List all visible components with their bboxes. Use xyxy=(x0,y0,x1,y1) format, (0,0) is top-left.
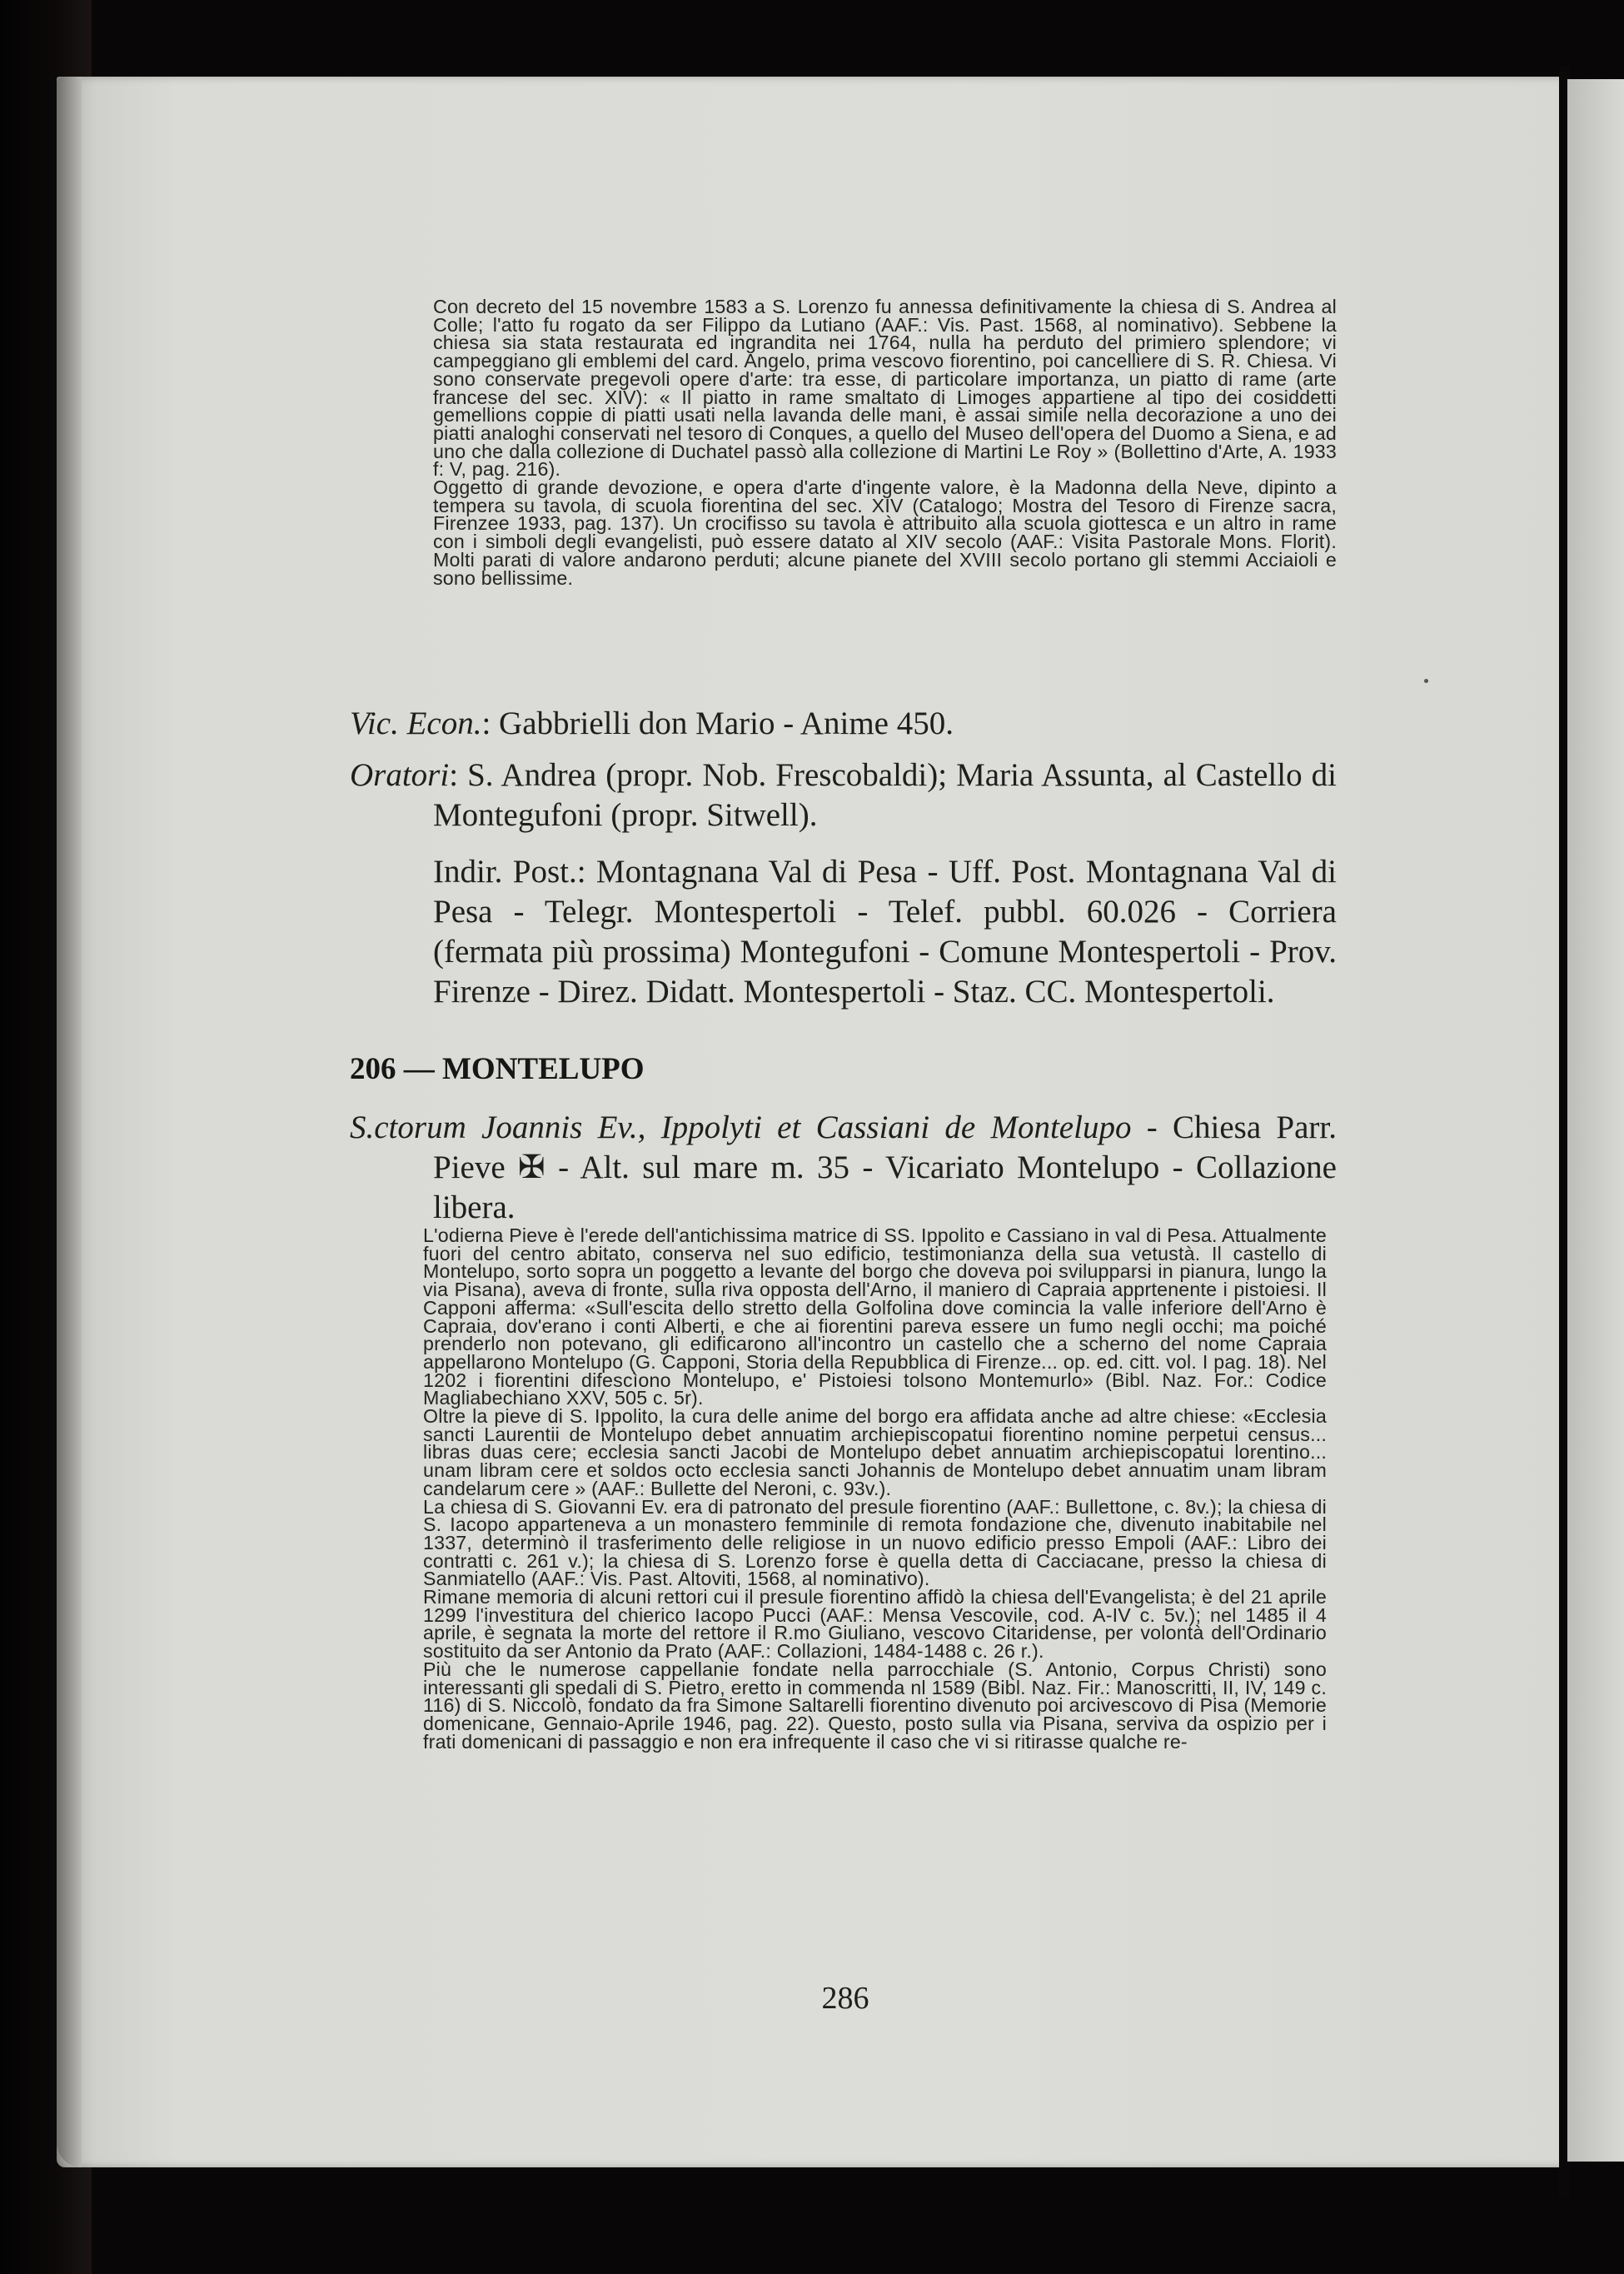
note-paragraph: Rimane memoria di alcuni rettori cui il presule fiorentino affidò la chiesa dell'Evangelista; è del 21 aprile 1299 l'investitura del chierico Iacopo Pucci (AAF.: Mensa Vescovile, cod. A-IV c. 5v.); nel 1485 il 4 aprile, è segnata la morte del rettore il R.mo Giuliano, vescovo Citaridense, per volontà dell'Ordinario sostituito da ser Antonio da Prato (AAF.: Collazioni, 1484-1488 c. 26 r.). xyxy=(423,1586,1327,1663)
note-paragraph: Con decreto del 15 novembre 1583 a S. Lorenzo fu annessa definitivamente la chiesa di S. Andrea al Colle; l'atto fu rogato da ser Filippo da Lutiano (AAF.: Vis. Past. 1568, al nominativo). Sebbene la chiesa sia stata restaurata ed ingrandita nei 1764, nulla ha perduto del primiero splendore; vi campeggiano gli emblemi del card. Angelo, prima vescovo fiorentino, poi cancelliere di S. R. Chiesa. Vi sono conservate pregevoli opere d'arte: tra esse, di particolare importanza, un piatto di rame (arte francese del sec. XIV): « Il piatto in rame smaltato di Limoges appartiene al tipo dei cosiddetti gemellions coppie di piatti usati nella lavanda delle mani, è assai simile nella decorazione a uno dei piatti analoghi conservati nel tesoro di Conques, a quello del Museo dell'opera del Duomo a Siena, e ad uno che dalla collezione di Duchatel passò alla collezione di Martini Le Roy » (Bollettino d'Arte, A. 1933 f: V, pag. 216). xyxy=(433,296,1337,481)
note-paragraph: Più che le numerose cappellanie fondate nella parrocchiale (S. Antonio, Corpus Christi) sono interessanti gli spedali di S. Pietro, eretto in commenda nl 1589 (Bibl. Naz. Fir.: Manoscritti, II, IV, 149 c. 116) di S. Niccolò, fondato da fra Simone Saltarelli fiorentino divenuto poi arcivescovo di Pisa (Memorie domenicane, Gennaio-Aprile 1946, pag. 22). Questo, posto sulla via Pisana, serviva da ospizio per i frati domenicani di passaggio e non era infrequente il caso che vi si ritirasse qualche re- xyxy=(423,1658,1327,1753)
note-paragraph: La chiesa di S. Giovanni Ev. era di patronato del presule fiorentino (AAF.: Bullettone, c. 8v.); la chiesa di S. Iacopo apparteneva a un monastero femminile di remota fondazione che, divenuto inabitabile nel 1337, determinò il trasferimento delle religiose in un nuovo edificio presso Empoli (AAF.: Libro dei contratti c. 261 v.); la chiesa di S. Lorenzo forse è quella detta di Cacciacane, presso la chiesa di Sanmiatello (AAF.: Vis. Past. Altoviti, 1568, al nominativo). xyxy=(423,1495,1327,1590)
oratori-line xyxy=(350,756,1337,835)
parish-info xyxy=(350,704,1337,1012)
note-paragraph: L'odierna Pieve è l'erede dell'antichissima matrice di SS. Ippolito e Cassiano in val di Pesa. Attualmente fuori del centro abitato, conserva nel suo edificio, testimonianza della sua vetustà. Il castello di Montelupo, sorto sopra un poggetto a levante del borgo che doveva poi svilupparsi in pianura, lungo la via Pisana), aveva di fronte, sulla riva opposta dell'Arno, il maniero di Capraia apprtenente i pistoiesi. Il Capponi afferma: «Sull'escita dello stretto della Golfolina dove comincia la valle inferiore dell'Arno è Capraia, dov'erano i conti Alberti, e che ai fiorentini pareva essere un fumo negli occhi; ma poiché prenderlo non potevano, gli edificarono all'incontro un castello che a scherno del nome Capraia appellarono Montelupo (G. Capponi, Storia della Repubblica di Firenze... op. ed. citt. vol. I pag. 18). Nel 1202 i fiorentini difescìono Montelupo, e' Pistoiesi tolsono Montemurlo» (Bibl. Naz. For.: Codice Magliabechiano XXV, 505 c. 5r). xyxy=(423,1224,1327,1409)
note-paragraph: Oggetto di grande devozione, e opera d'arte d'ingente valore, è la Madonna della Neve, dipinto a tempera su tavola, di scuola fiorentina del sec. XIV (Catalogo; Mostra del Tesoro di Firenze sacra, Firenzee 1933, pag. 137). Un crocifisso su tavola è attribuito alla scuola giottesca e un altro in rame con i simboli degli evangelisti, può essere datato al XIV secolo (AAF.: Visita Pastorale Mons. Florit). Molti parati di valore andarono perduti; alcune pianete del XVIII secolo portano gli stemmi Acciaioli e sono bellissime. xyxy=(433,476,1337,589)
church-title xyxy=(350,1108,1337,1228)
bottom-notes xyxy=(423,1224,1327,1753)
vic-econ-line xyxy=(350,704,1337,744)
note-paragraph: Oltre la pieve di S. Ippolito, la cura delle anime del borgo era affidata anche ad altre chiese: «Ecclesia sancti Laurentii de Montelupo debet annuatim archiepiscopatui fiorentino nomine perpetui census... libras duas cere; ecclesia sancti Jacobi de Montelupo debet annuatim archiepiscopatui lorentino... unam libram cere et soldos octo ecclesia sancti Johannis de Montelupo debet annuatim unam libram candelarum cere » (AAF.: Bullette del Neroni, c. 93v.). xyxy=(423,1405,1327,1499)
church-desc-b: - Alt. sul mare m. 35 - Vicariato Montelupo - Collazione libera. xyxy=(433,1149,1337,1225)
church-title-block xyxy=(350,1108,1337,1228)
top-notes xyxy=(433,298,1337,587)
vic-econ-text: : Gabbrielli don Mario - Anime 450. xyxy=(481,706,954,741)
church-latin-name: S.ctorum Joannis Ev., Ippolyti et Cassiani de Montelupo xyxy=(350,1110,1132,1145)
page-number: 286 xyxy=(821,1981,869,2016)
oratori-text: : S. Andrea (propr. Nob. Frescobaldi); Maria Assunta, al Castello di Montegufoni (propr. Sitwell). xyxy=(433,757,1337,833)
church-desc-a: - Chiesa Parr. Pieve xyxy=(433,1110,1337,1185)
dust-speck xyxy=(1424,679,1428,683)
oratori-label: Oratori xyxy=(350,757,450,793)
maltese-cross-icon: ✠ xyxy=(518,1149,545,1186)
postal-address: Indir. Post.: Montagnana Val di Pesa - Uff. Post. Montagnana Val di Pesa - Telegr. Montespertoli - Telef. pubbl. 60.026 - Corriera (fermata più prossima) Montegufoni - Comune Montespertoli - Prov. Firenze - Direz. Didatt. Montespertoli - Staz. CC. Montespertoli. xyxy=(433,854,1337,1010)
vic-econ-label: Vic. Econ. xyxy=(350,706,482,741)
section-heading: 206 — MONTELUPO xyxy=(350,1052,645,1086)
